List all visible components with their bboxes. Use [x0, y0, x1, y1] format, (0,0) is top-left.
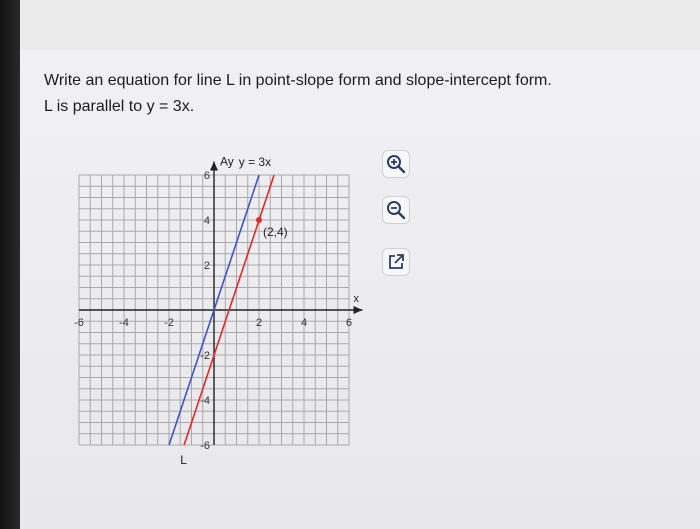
zoom-out-button[interactable] [382, 196, 410, 224]
external-link-icon [386, 252, 406, 272]
x-tick-label: -2 [164, 317, 174, 329]
y-tick-label: -4 [200, 395, 210, 407]
x-axis-label: x [353, 293, 359, 305]
zoom-in-button[interactable] [382, 150, 410, 178]
coordinate-graph [64, 140, 364, 470]
y-tick-label: 4 [203, 215, 210, 227]
x-tick-label: 4 [300, 317, 308, 329]
device-bezel [0, 0, 20, 529]
y-axis-arrow [210, 162, 218, 171]
graph-container [64, 140, 364, 475]
x-tick-label: 6 [345, 317, 353, 329]
x-tick-label: -4 [119, 317, 129, 329]
zoom-in-icon [386, 154, 406, 174]
question-line-2: L is parallel to y = 3x. [44, 98, 195, 115]
ref-line-label: y = 3x [238, 155, 272, 169]
y-tick-label: 6 [203, 170, 210, 182]
zoom-out-icon [386, 200, 406, 220]
question-text [44, 68, 664, 120]
line-L-label: L [180, 452, 187, 467]
y-axis-label: Ay [220, 154, 234, 169]
y-tick-label: -6 [200, 440, 210, 452]
question-line-1: Write an equation for line L in point-slope form and slope-intercept form. [44, 72, 552, 89]
x-axis-arrow [354, 306, 363, 314]
point-label: (2,4) [263, 225, 288, 239]
question-panel [20, 50, 700, 529]
point-marker [256, 217, 262, 223]
top-bar [20, 0, 700, 51]
x-tick-label: -6 [74, 317, 84, 329]
open-external-button[interactable] [382, 248, 410, 276]
y-tick-label: 2 [203, 260, 210, 272]
x-tick-label: 2 [255, 317, 263, 329]
y-tick-label: -2 [200, 350, 210, 362]
